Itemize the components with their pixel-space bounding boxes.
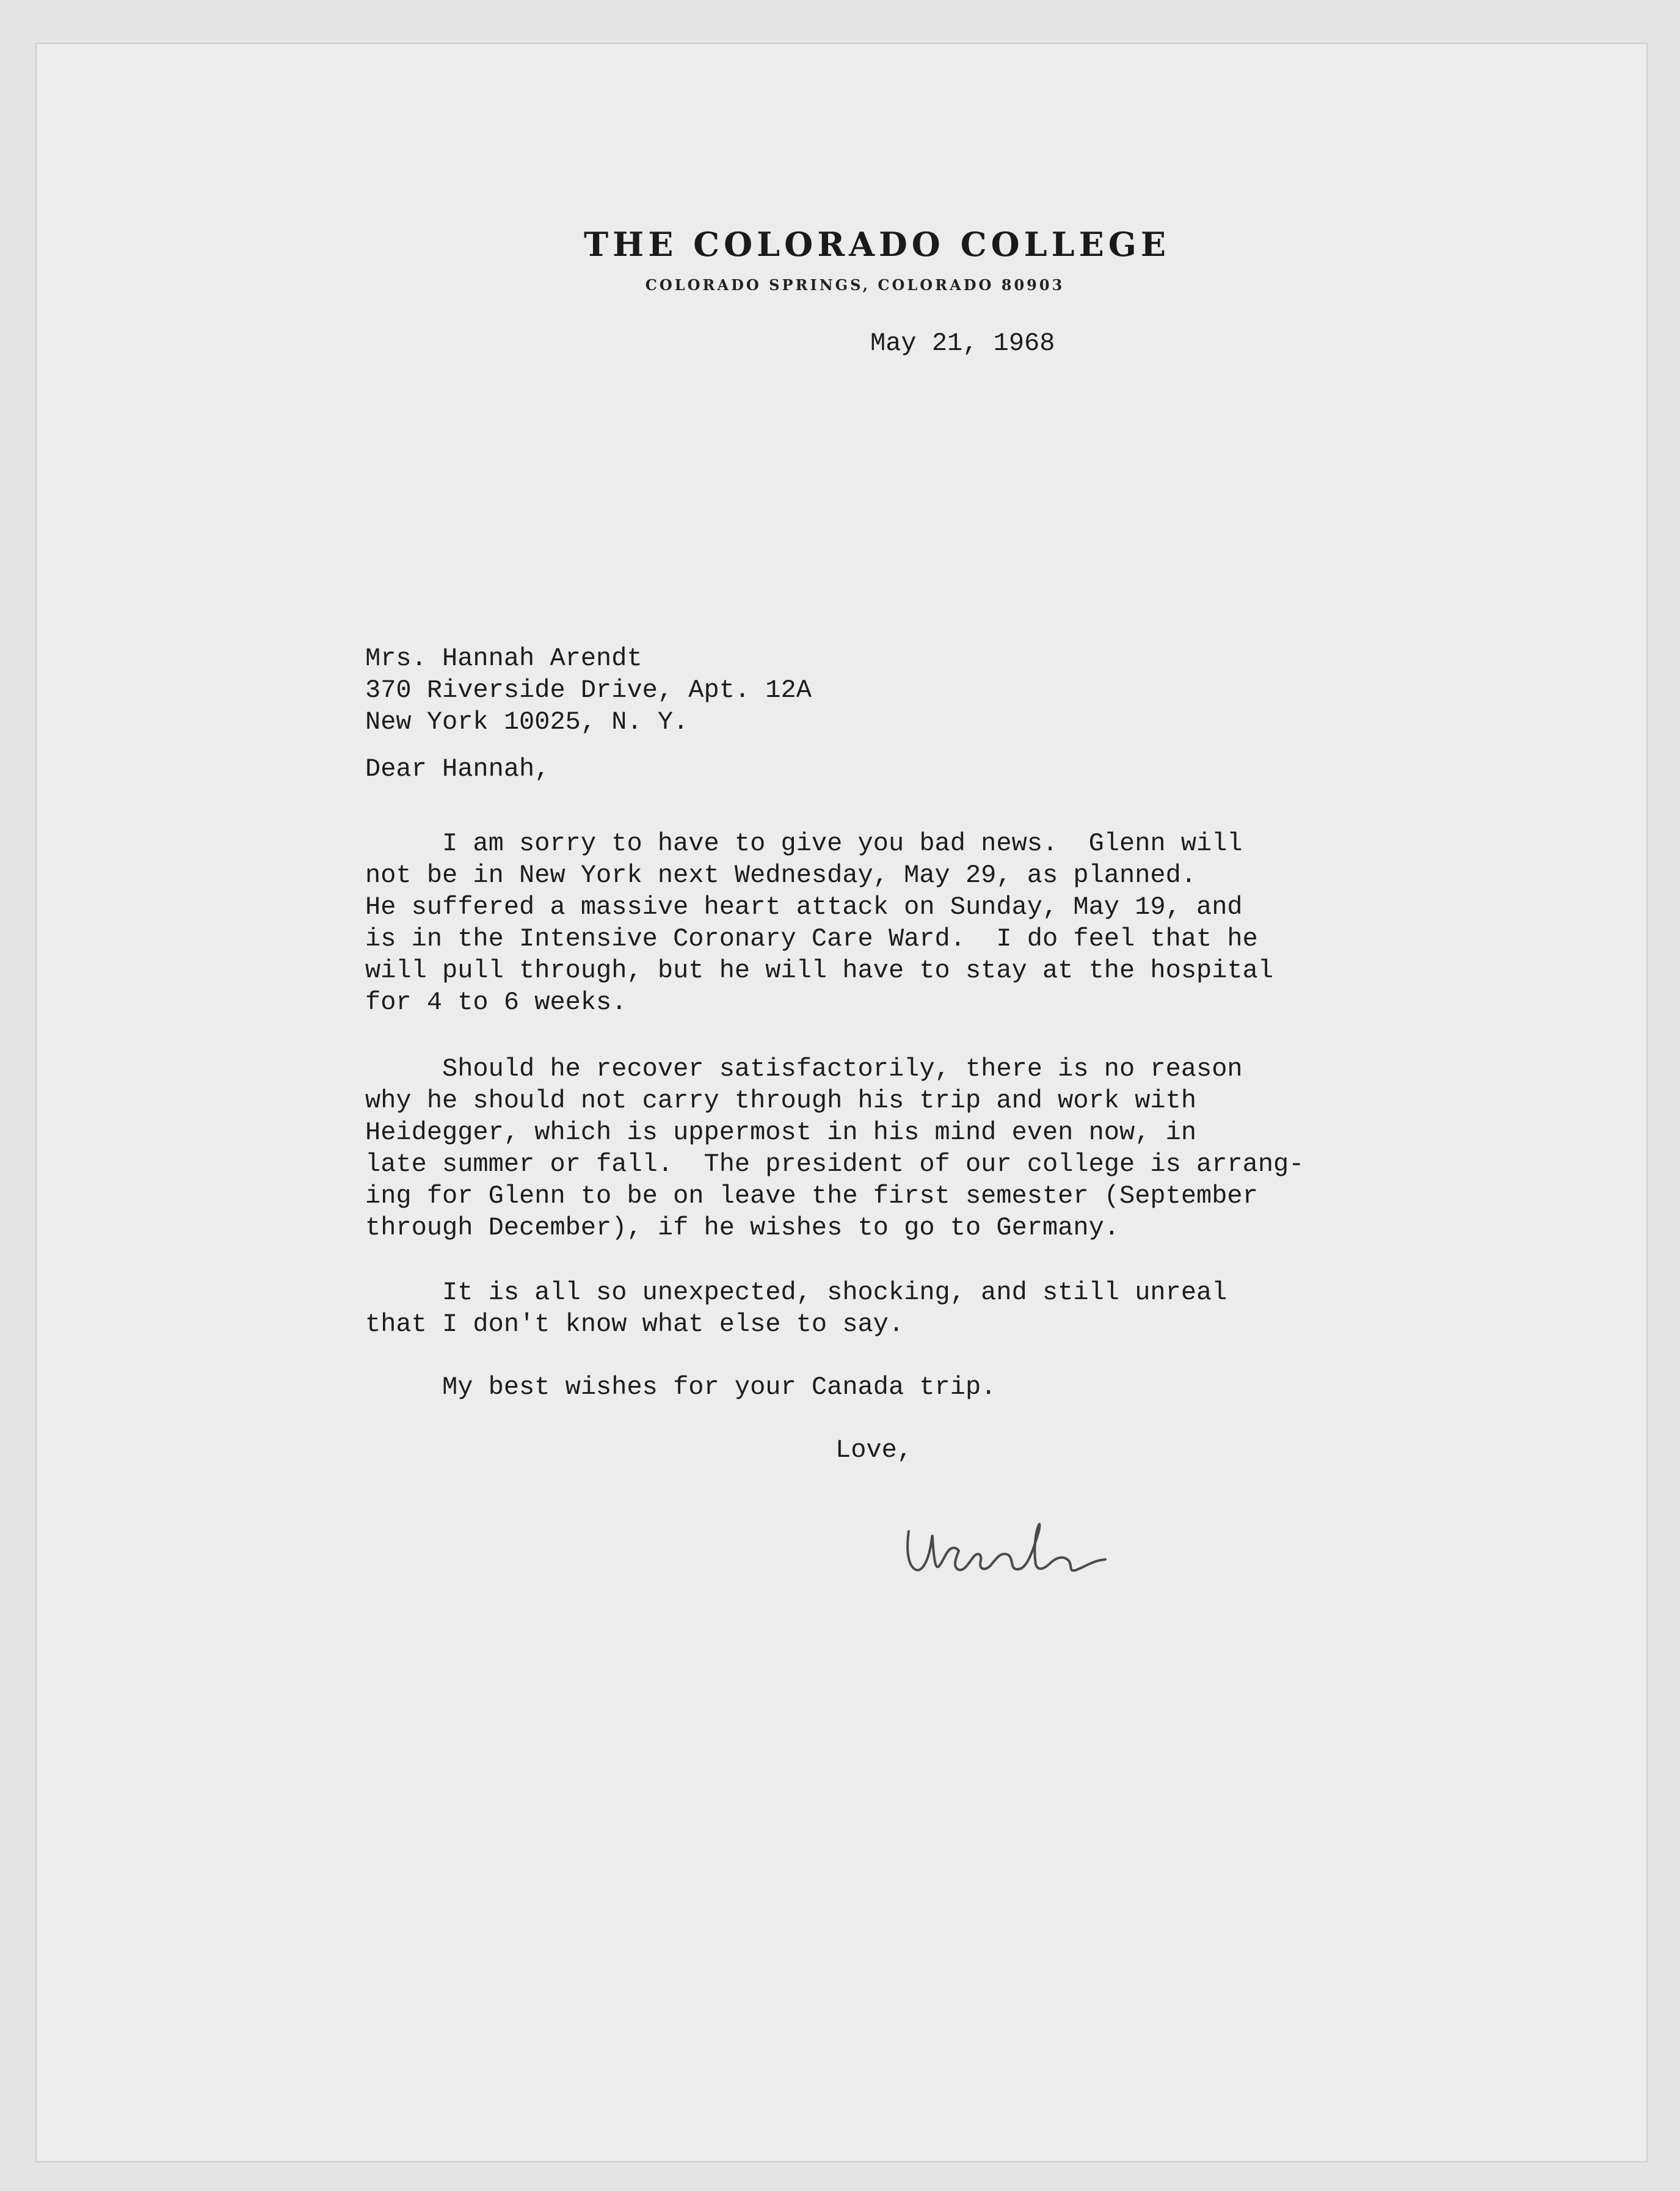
recipient-street: 370 Riverside Drive, Apt. 12A — [365, 676, 812, 705]
salutation: Dear Hannah, — [365, 754, 550, 784]
signature-drawing — [898, 1506, 1118, 1597]
handwritten-signature — [898, 1506, 1118, 1597]
recipient-name: Mrs. Hannah Arendt — [365, 644, 642, 673]
body-paragraph-2: Should he recover satisfactorily, there is no reason why he should not carry through his trip and work with Heidegger, which is uppermost in his mind even now, in late summer or fall. The president of our college is arrang- ing for Glenn to be on leave the first semester (September through December), if he wishes to go to Germany. — [365, 1054, 1304, 1242]
body-paragraph-1: I am sorry to have to give you bad news. Glenn will not be in New York next Wednesday, May 29, as planned. He suffered a massive heart attack on Sunday, May 19, and is in the Intensive Coronary Care Ward. I do feel that he will pull through, but he will have to stay at the hospital for 4 to 6 weeks. — [365, 829, 1274, 1017]
letter-date: May 21, 1968 — [870, 329, 1055, 358]
body-paragraph-4: My best wishes for your Canada trip. — [365, 1373, 997, 1402]
letterhead-location: COLORADO SPRINGS, COLORADO 80903 — [645, 276, 1065, 294]
body-paragraph-3: It is all so unexpected, shocking, and still unreal that I don't know what else to say. — [365, 1278, 1227, 1339]
recipient-address — [365, 643, 812, 738]
closing: Love, — [835, 1435, 913, 1465]
recipient-city: New York 10025, N. Y. — [365, 707, 689, 737]
letterhead-institution: THE COLORADO COLLEGE — [584, 225, 1171, 264]
